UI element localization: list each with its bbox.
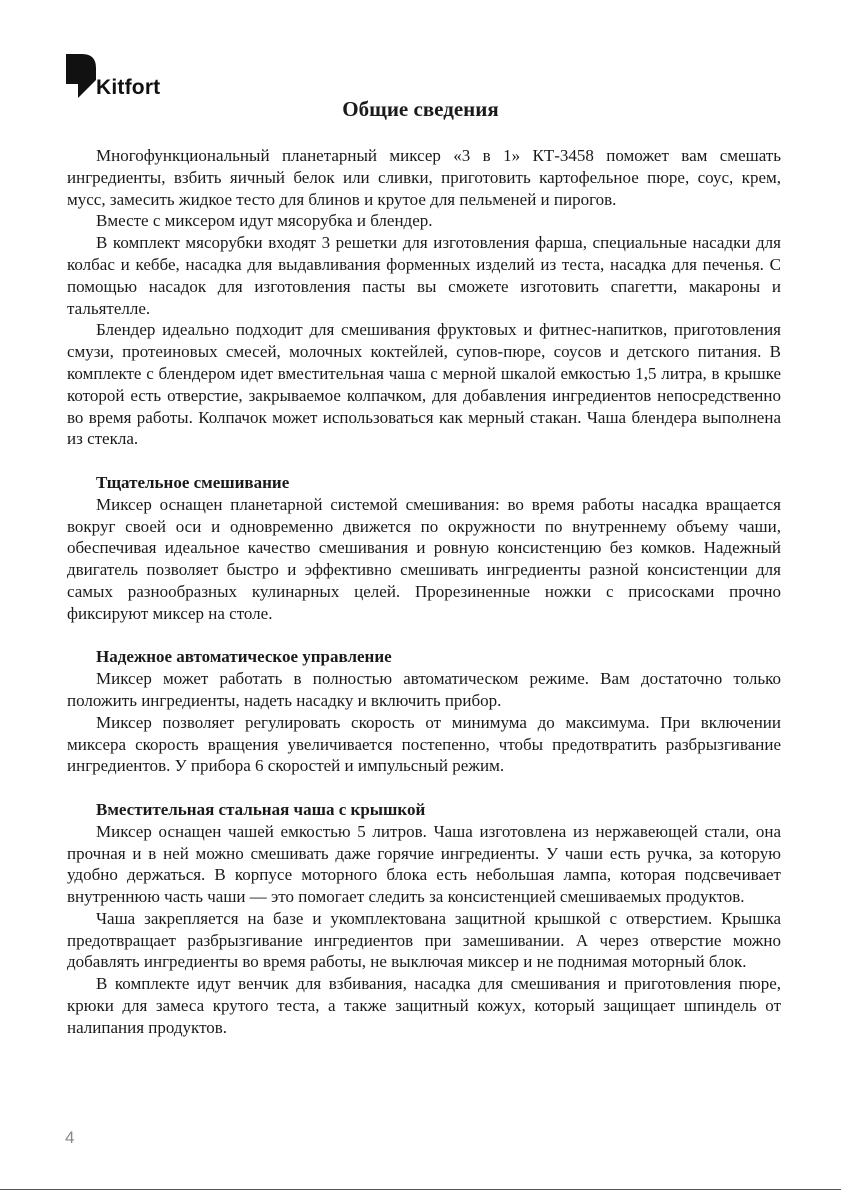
section-paragraph: Миксер позволяет регулировать скорость от минимума до максимума. При включении миксера скорость вращения увеличивается постепенно, чтобы предотвратить разбрызгивание ингредиентов. У прибора 6 скоростей и импульсный режим. <box>67 712 781 776</box>
intro-paragraph: Вместе с миксером идут мясорубка и блендер. <box>96 211 433 231</box>
section-paragraph: Миксер оснащен планетарной системой смешивания: во время работы насадка вращается вокруг своей оси и одновременно движется по окружности по внутреннему объему чаши, обеспечивая идеальное качество смешивания и ровную консистенцию без комков. Надежный двигатель позволяет быстро и эффективно смешивать ингредиенты разной консистенции для самых разнообразных кулинарных целей. Прорезиненные ножки с присосками прочно фиксируют миксер на столе. <box>67 494 781 623</box>
bottom-rule <box>0 1189 841 1190</box>
section-heading: Тщательное смешивание <box>96 472 290 492</box>
kitfort-logo-icon <box>66 54 96 98</box>
section-paragraph: В комплекте идут венчик для взбивания, насадка для смешивания и приготовления пюре, крюки для замеса крутого теста, а также защитный кожух, который защищает шпиндель от налипания продуктов. <box>67 974 781 1037</box>
intro-paragraph: Блендер идеально подходит для смешивания фруктовых и фитнес-напитков, приготовления смузи, протеиновых смесей, молочных коктейлей, супов-пюре, соусов и детского питания. В комплекте с блендером идет вместительная чаша с мерной шкалой емкостью 1,5 литра, в крышке которой есть отверстие, закрываемое колпачком, для добавления ингредиентов непосредственно во время работы. Колпачок может использоваться как мерный стакан. Чаша блендера выполнена из стекла. <box>67 320 781 449</box>
intro-paragraph: В комплект мясорубки входят 3 решетки для изготовления фарша, специальные насадки для колбас и кеббе, насадка для выдавливания форменных изделий из теста, насадка для печенья. С помощью насадок для изготовления пасты вы сможете изготовить спагетти, макароны и тальятелле. <box>67 233 781 318</box>
page-number: 4 <box>65 1128 75 1147</box>
section-paragraph: Миксер может работать в полностью автоматическом режиме. Вам достаточно только положить ингредиенты, надеть насадку и включить прибор. <box>67 669 781 710</box>
section-paragraph: Миксер оснащен чашей емкостью 5 литров. Чаша изготовлена из нержавеющей стали, она прочная и в ней можно смешивать даже горячие ингредиенты. У чаши есть ручка, за которую удобно держаться. В корпусе моторного блока есть небольшая лампа, которая подсвечивает внутреннюю часть чаши — это помогает следить за консистенцией смешиваемых продуктов. <box>67 821 781 907</box>
document-body <box>67 145 781 1039</box>
section-heading: Вместительная стальная чаша с крышкой <box>96 799 426 819</box>
intro-paragraph: Многофункциональный планетарный миксер «3 в 1» КТ-3458 поможет вам смешать ингредиенты, взбить яичный белок или сливки, приготовить картофельное пюре, соус, крем, мусс, замесить жидкое тесто для блинов и крутое для пельменей и пирогов. <box>67 146 781 209</box>
section-heading: Надежное автоматическое управление <box>96 647 392 667</box>
brand-name: Kitfort <box>96 76 161 99</box>
page-title: Общие сведения <box>342 97 499 121</box>
section-paragraph: Чаша закрепляется на базе и укомплектована защитной крышкой с отверстием. Крышка предотвращает разбрызгивание ингредиентов при замешивании. А через отверстие можно добавлять ингредиенты во время работы, не выключая миксер и не поднимая моторный блок. <box>67 908 781 972</box>
